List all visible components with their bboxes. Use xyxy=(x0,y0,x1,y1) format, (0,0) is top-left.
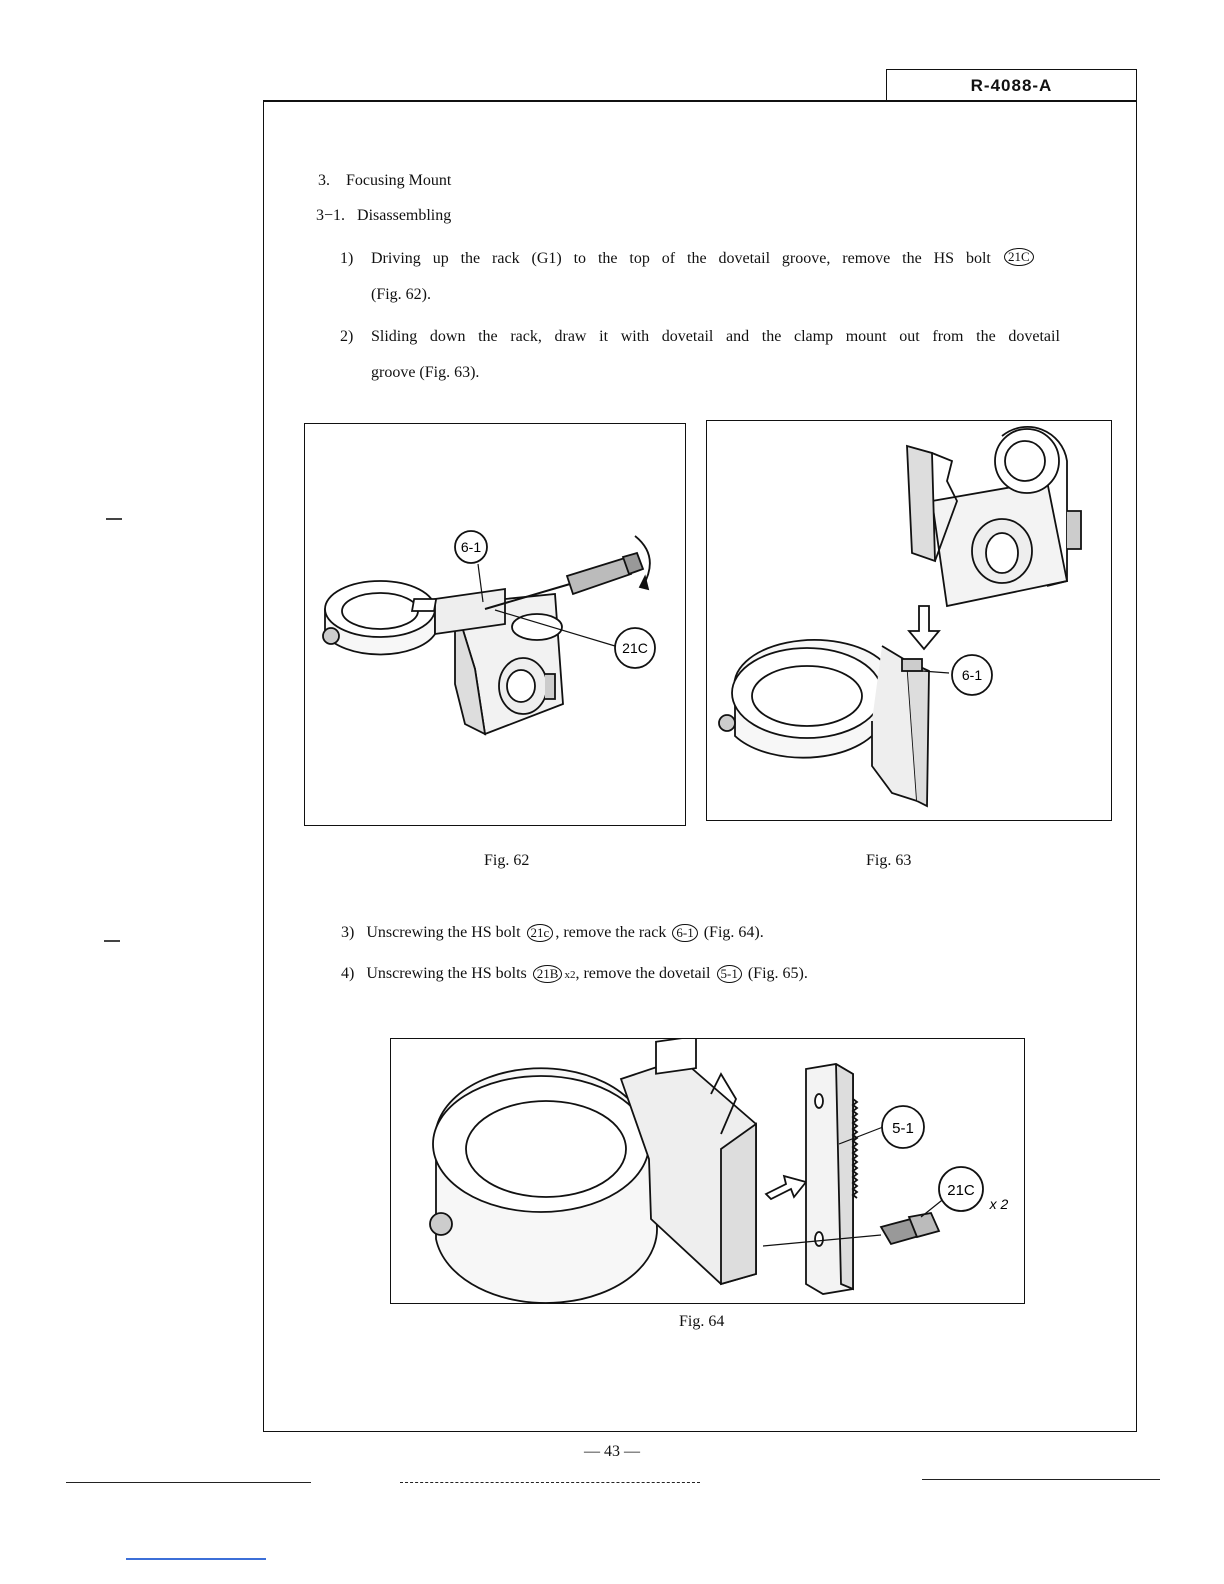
section-heading xyxy=(318,172,451,190)
step-4-text: (Fig. 65). xyxy=(747,965,808,982)
step-2-word: the xyxy=(976,328,996,345)
step-2-word: clamp xyxy=(793,328,834,345)
step-2-word: draw xyxy=(554,328,587,345)
fig64-label-21c: 21C xyxy=(947,1182,975,1199)
step-2-word: dovetail xyxy=(661,328,714,345)
step-2-number: 2) xyxy=(340,328,354,345)
step-1-word: the xyxy=(597,250,618,267)
step-2-word: from xyxy=(932,328,964,345)
step-2-word: down xyxy=(429,328,466,345)
step-2-word: dovetail xyxy=(1008,328,1060,345)
step-4 xyxy=(341,965,808,983)
callout-21c: 21c xyxy=(527,924,554,942)
step-1-word: the xyxy=(902,250,922,267)
step-1-word: to xyxy=(573,250,587,267)
blue-rule xyxy=(126,1558,266,1560)
step-2-word: mount xyxy=(845,328,887,345)
step-2-line xyxy=(371,328,1060,346)
step-1-word: HS xyxy=(933,250,955,267)
callout-21b: 21B xyxy=(533,965,563,983)
step-4-text: , remove the dovetail xyxy=(575,965,711,982)
step-1-word: up xyxy=(432,250,449,267)
step-1-word: top xyxy=(629,250,650,267)
callout-21c: 21C xyxy=(1004,248,1034,266)
step-1-word: dovetail xyxy=(718,250,771,267)
footer-rule-right xyxy=(922,1479,1160,1480)
callout-5-1: 5-1 xyxy=(717,965,742,983)
subsection-title: Disassembling xyxy=(357,207,452,224)
step-1-word: the xyxy=(687,250,707,267)
step-2-word: the xyxy=(478,328,498,345)
fig64-label-5-1: 5-1 xyxy=(892,1120,914,1137)
step-1-word: rack xyxy=(492,250,520,267)
step-1-word: groove, xyxy=(781,250,831,267)
step-3-number: 3) xyxy=(341,924,355,941)
step-2-word: rack, xyxy=(510,328,542,345)
step-1-callout xyxy=(1002,248,1036,266)
page-number: — 43 — xyxy=(584,1443,640,1460)
figure-62-drawing xyxy=(305,424,685,825)
step-4-text: Unscrewing the HS bolts xyxy=(366,965,527,982)
step-2-word: with xyxy=(620,328,650,345)
margin-mark xyxy=(104,940,120,942)
section-number: 3. xyxy=(318,172,330,189)
step-1-word: the xyxy=(460,250,481,267)
step-3-text: , remove the rack xyxy=(555,924,667,941)
step-1-word: remove xyxy=(842,250,891,267)
step-2-word: Sliding xyxy=(371,328,418,345)
step-3-text: (Fig. 64). xyxy=(703,924,764,941)
step-2-word: and xyxy=(726,328,750,345)
figure-62 xyxy=(304,423,686,826)
step-1-word: of xyxy=(661,250,676,267)
fig64-label-multiplier: x 2 xyxy=(989,1196,1009,1212)
footer-rule-left xyxy=(66,1482,311,1483)
document-id: R-4088-A xyxy=(886,69,1137,101)
step-3-text: Unscrewing the HS bolt xyxy=(366,924,521,941)
figure-62-caption: Fig. 62 xyxy=(484,852,530,869)
callout-6-1: 6-1 xyxy=(672,924,697,942)
subsection-number: 3−1. xyxy=(316,207,346,224)
step-1-line xyxy=(371,250,991,268)
step-1-word: (G1) xyxy=(531,250,562,267)
figure-63-drawing xyxy=(707,421,1111,820)
figure-63-caption: Fig. 63 xyxy=(866,852,912,869)
figure-64-drawing xyxy=(391,1039,1024,1303)
margin-mark xyxy=(106,518,122,520)
figure-64-caption: Fig. 64 xyxy=(679,1313,725,1330)
step-3 xyxy=(341,924,764,942)
figure-63 xyxy=(706,420,1112,821)
step-1-number: 1) xyxy=(340,250,354,267)
figure-64 xyxy=(390,1038,1025,1304)
step-2-word: the xyxy=(761,328,782,345)
step-2-continuation: groove (Fig. 63). xyxy=(371,364,480,381)
step-1-word: bolt xyxy=(965,250,991,267)
step-4-multiplier: x2 xyxy=(564,969,576,981)
step-1-word: Driving xyxy=(371,250,421,267)
step-1-continuation: (Fig. 62). xyxy=(371,286,431,303)
footer-rule-center xyxy=(400,1482,700,1483)
step-4-number: 4) xyxy=(341,965,355,982)
fig63-label-6-1: 6-1 xyxy=(961,667,983,683)
subsection-heading xyxy=(316,207,451,225)
fig62-label-21c: 21C xyxy=(622,640,648,656)
fig62-label-6-1: 6-1 xyxy=(460,539,482,555)
step-2-word: out xyxy=(899,328,920,345)
section-title: Focusing Mount xyxy=(346,172,452,189)
step-2-word: it xyxy=(599,328,609,345)
